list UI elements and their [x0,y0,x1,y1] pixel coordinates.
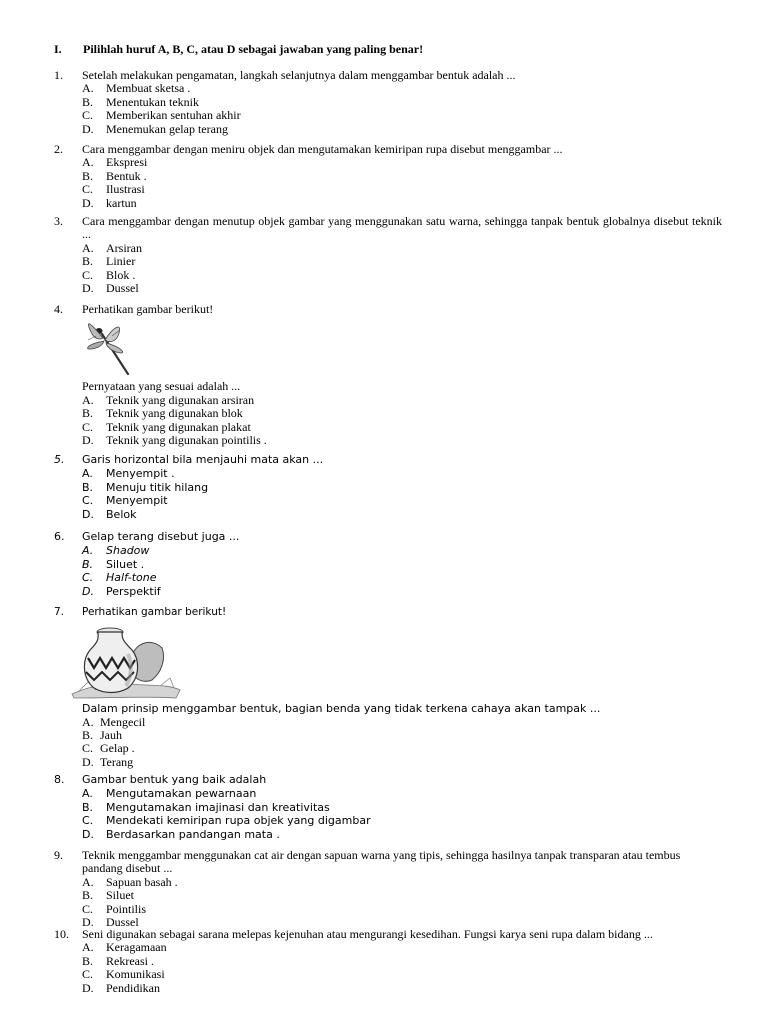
option-c [82,814,722,828]
question-number: 9. [54,848,63,862]
option-letter: C. [82,814,94,828]
option-b [82,96,722,109]
option-letter: B. [82,728,94,742]
option-letter: A. [82,81,94,96]
option-text: Menemukan gelap terang [106,121,228,136]
option-letter: B. [82,406,94,421]
question-4 [54,303,722,447]
option-letter: D. [82,585,94,599]
option-a [82,82,722,95]
option-text: Mengutamakan imajinasi dan kreativitas [106,800,330,814]
section-header [54,42,423,57]
option-letter: D. [82,508,94,522]
option-text: Arsiran [106,240,142,255]
option-letter: B. [82,168,94,183]
question-text: Seni digunakan sebagai sarana melepas kejenuhan atau mengurangi kesedihan. Fungsi karya seni rupa dalam bidang ... [82,927,653,941]
option-d [82,282,722,295]
option-letter: C. [82,267,94,282]
option-text: Komunikasi [106,967,165,982]
option-text: Dussel [106,281,139,296]
question-number: 1. [54,68,63,82]
dragonfly-image [82,316,722,380]
option-letter: B. [82,800,94,814]
option-letter: C. [82,571,94,585]
option-c [82,269,722,282]
option-c [82,183,722,196]
option-text: Perspektif [106,585,161,599]
option-letter: D. [82,195,94,210]
option-text: Shadow [106,543,150,557]
option-letter: D. [82,433,94,448]
option-a [82,467,722,481]
question-subtext: Dalam prinsip menggambar bentuk, bagian benda yang tidak terkena cahaya akan tampak ... [82,701,601,715]
question-1 [54,69,722,136]
option-text: Mengecil [100,714,146,729]
option-b [82,255,722,268]
question-9 [54,849,722,929]
question-number: 6. [54,530,65,543]
option-c [82,742,722,755]
question-number: 8. [54,773,65,786]
option-text: Rekreasi . [106,953,154,968]
question-text: Teknik menggambar menggunakan cat air dengan sapuan warna yang tipis, sehingga hasilnya tanpak transparan atau tembus pandang disebut ... [82,848,681,876]
question-text: Gelap terang disebut juga ... [82,530,240,543]
option-a [82,787,722,801]
option-letter: C. [82,494,94,508]
option-c [82,968,722,981]
question-text: Setelah melakukan pengamatan, langkah selanjutnya dalam menggambar bentuk adalah ... [82,68,516,82]
option-c [82,109,722,122]
option-letter: C. [82,741,94,756]
option-b [82,558,722,572]
option-text: Mengutamakan pewarnaan [106,786,257,800]
option-a [82,716,722,729]
section-number: I. [54,42,62,56]
question-5 [54,453,722,522]
option-letter: A. [82,392,94,407]
section-instruction: Pilihlah huruf A, B, C, atau D sebagai jawaban yang paling benar! [83,42,424,56]
question-8 [54,773,722,842]
question-6 [54,530,722,599]
option-b [82,889,722,902]
option-text: Blok . [106,267,136,282]
option-c [82,903,722,916]
vase-image [70,620,722,702]
option-text: Half-tone [106,571,157,585]
option-d [82,585,722,599]
question-text: Perhatikan gambar berikut! [82,606,227,618]
question-number: 10. [54,927,69,941]
option-text: Menentukan teknik [106,94,199,109]
option-text: Membuat sketsa . [106,81,191,96]
option-c [82,421,722,434]
option-letter: D. [82,915,94,930]
question-3 [54,215,722,295]
option-b [82,170,722,183]
option-b [82,407,722,420]
option-letter: C. [82,108,94,123]
option-d [82,756,722,769]
option-text: Mendekati kemiripan rupa objek yang digambar [106,814,371,828]
option-d [82,508,722,522]
option-b [82,955,722,968]
option-text: Ilustrasi [106,182,145,197]
option-letter: D. [82,754,94,769]
question-text: Cara menggambar dengan meniru objek dan mengutamakan kemiripan rupa disebut menggambar ... [82,142,563,156]
option-text: Siluet . [106,557,145,571]
option-letter: B. [82,888,94,903]
option-c [82,494,722,508]
option-letter: D. [82,980,94,995]
option-text: Belok [106,508,137,522]
option-letter: B. [82,557,94,571]
option-letter: C. [82,182,94,197]
option-letter: B. [82,480,94,494]
option-letter: A. [82,543,94,557]
option-b [82,481,722,495]
question-number: 4. [54,302,63,316]
option-text: Gelap . [100,741,135,756]
option-letter: A. [82,786,93,800]
question-text: Gambar bentuk yang baik adalah [82,773,267,786]
option-text: Teknik yang digunakan blok [106,406,243,421]
option-a [82,156,722,169]
option-text: Teknik yang digunakan pointilis . [106,433,267,448]
option-letter: A. [82,155,94,170]
option-a [82,242,722,255]
option-d [82,197,722,210]
option-letter: B. [82,94,94,109]
option-letter: D. [82,828,94,842]
option-text: Berdasarkan pandangan mata . [106,828,280,842]
option-text: Menyempit . [106,466,175,480]
option-text: Menuju titik hilang [106,480,209,494]
option-d [82,434,722,447]
option-text: Teknik yang digunakan plakat [106,419,251,434]
option-c [82,571,722,585]
option-b [82,801,722,815]
option-d [82,982,722,995]
option-letter: C. [82,967,94,982]
option-text: Dussel [106,915,139,930]
option-text: Pointilis [106,901,147,916]
question-text: Garis horizontal bila menjauhi mata akan ... [82,453,324,466]
question-10 [54,928,722,995]
option-text: Keragamaan [106,940,167,955]
option-text: Sapuan basah . [106,874,178,889]
option-text: Pendidikan [106,980,160,995]
option-letter: B. [82,953,94,968]
option-a [82,876,722,889]
option-b [82,729,722,742]
option-letter: D. [82,121,94,136]
option-text: Linier [106,254,136,269]
question-text: Cara menggambar dengan menutup objek gambar yang menggunakan satu warna, sehingga tanpak bentuk globalnya disebut teknik ... [82,214,722,242]
option-letter: A. [82,466,93,480]
option-text: Bentuk . [106,168,147,183]
option-d [82,828,722,842]
question-number: 5. [54,453,65,466]
option-text: Teknik yang digunakan arsiran [106,392,255,407]
option-letter: C. [82,419,94,434]
option-d [82,123,722,136]
option-letter: C. [82,901,94,916]
option-text: Siluet [106,888,135,903]
option-text: Jauh [100,728,122,742]
option-letter: A. [82,874,94,889]
question-7 [54,606,722,769]
question-number: 2. [54,142,63,156]
question-2 [54,143,722,210]
option-letter: D. [82,281,94,296]
option-letter: A. [82,714,94,729]
question-number: 3. [54,214,63,228]
option-letter: A. [82,240,94,255]
option-letter: A. [82,940,94,955]
option-letter: B. [82,254,94,269]
question-subtext: Pernyataan yang sesuai adalah ... [82,379,241,394]
option-a [82,394,722,407]
question-text: Perhatikan gambar berikut! [82,302,214,316]
option-a [82,544,722,558]
option-text: Menyempit [106,494,168,508]
option-text: kartun [106,195,137,210]
option-text: Memberikan sentuhan akhir [106,108,241,123]
option-text: Terang [100,754,134,769]
option-a [82,941,722,954]
question-number: 7. [54,606,65,618]
option-text: Ekspresi [106,155,148,170]
